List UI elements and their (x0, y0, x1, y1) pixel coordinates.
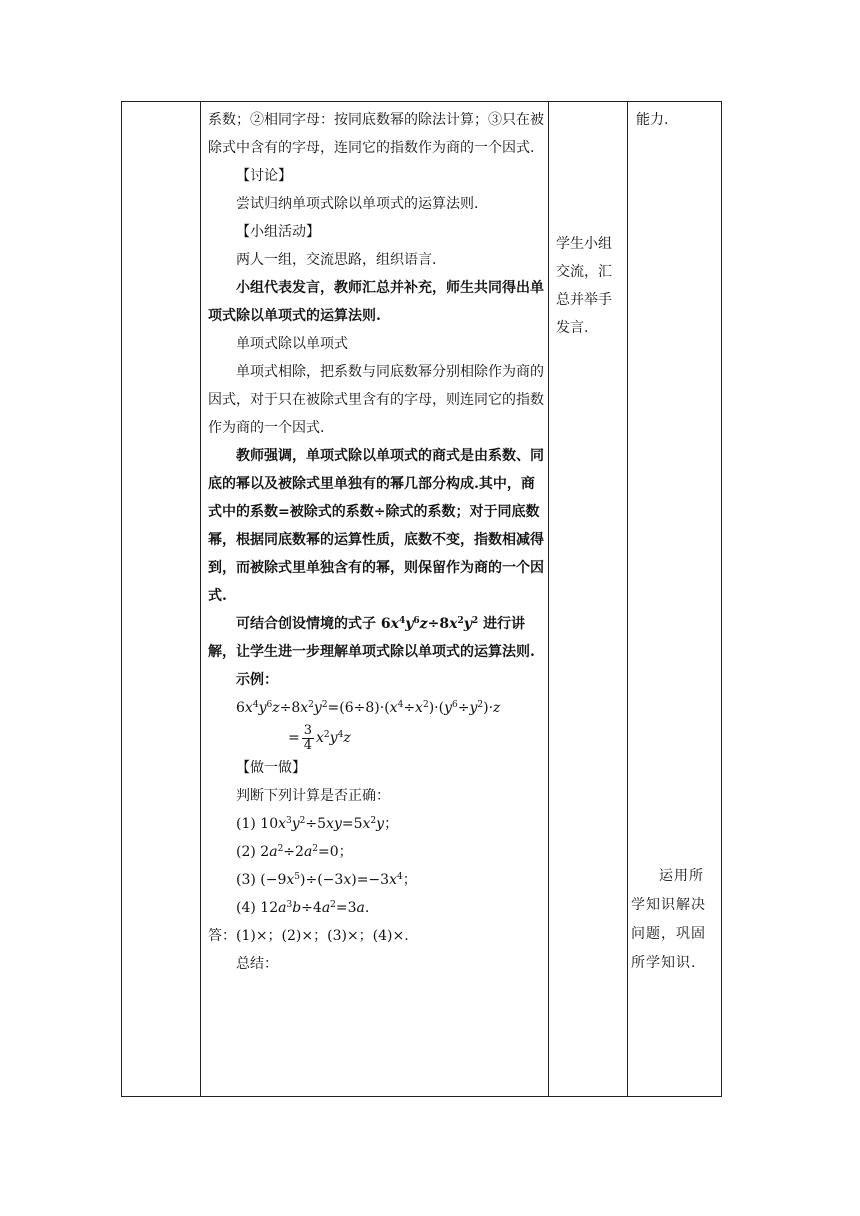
group-heading: 【小组活动】 (236, 224, 320, 240)
design-intent-top (636, 106, 716, 134)
discuss-heading: 【讨论】 (236, 168, 292, 184)
problem-3: (3) $(-9x^5)\div(-3x)=-3x^4$； (236, 872, 417, 888)
combine-paragraph: 可结合创设情境的式子 $6x^4y^6z\div 8x^2y^2$ 进行讲解，让学生进一步理解单项式除以单项式的运算法则. (208, 616, 535, 660)
problem-1: (1) $10x^3y^2\div 5xy=5x^2y$； (236, 816, 399, 832)
fraction: $\frac{3}{4}$ (303, 722, 313, 753)
lesson-table (121, 101, 722, 1097)
discuss-text: 尝试归纳单项式除以单项式的运算法则. (236, 196, 479, 212)
rule-title: 单项式除以单项式 (236, 336, 348, 352)
rule-text: 单项式相除，把系数与同底数幂分别相除作为商的因式，对于只在被除式里含有的字母，则连同它的指数作为商的一个因式. (208, 364, 544, 436)
combine-post: 进行讲解，让学生进一步理解单项式除以单项式的运算法则. (208, 616, 535, 660)
student-activity-cell (556, 230, 622, 342)
example-label: 示例： (236, 672, 278, 688)
teacher-emphasis: 教师强调，单项式除以单项式的商式是由系数、同底的幂以及被除式里单独有的幂几部分构成.其中，商式中的系数=被除式的系数÷除式的系数；对于同底数幂，根据同底数幂的运算性质，底数不变，指数相减得到，而被除式里单独含有的幂，则保留作为商的一个因式. (208, 448, 544, 604)
group-summary: 小组代表发言，教师汇总并补充，师生共同得出单项式除以单项式的运算法则. (208, 280, 544, 324)
judge-text: 判断下列计算是否正确： (236, 788, 390, 804)
example-equation-2: = $\frac{3}{4}$ $x^2y^4z$ (288, 722, 351, 753)
group-text: 两人一组，交流思路，组织语言. (236, 252, 437, 268)
design-intent-top-text: 能力. (636, 112, 669, 128)
paragraph: 系数；②相同字母：按同底数幂的除法计算；③只在被除式中含有的字母，连同它的指数作为商的一个因式. (208, 112, 544, 156)
answer: 答：(1)×；(2)×；(3)×；(4)×. (208, 928, 409, 944)
column-divider (548, 102, 549, 1096)
summary-label: 总结： (236, 956, 278, 972)
design-intent-bottom-text: 运用所学知识解决问题，巩固所学知识. (631, 868, 706, 971)
do-heading: 【做一做】 (236, 760, 306, 776)
example-equation-1: $6x^4y^6z\div 8x^2y^2=(6\div 8)\cdot(x^4\div x^2)\cdot(y^6\div y^2)\cdot z$ (236, 700, 501, 716)
teaching-content-cell (208, 106, 548, 978)
column-divider (200, 102, 201, 1096)
student-activity-text: 学生小组交流，汇总并举手发言. (556, 236, 612, 336)
design-intent-bottom (631, 862, 717, 978)
problem-2: (2) $2a^2\div 2a^2=0$； (236, 844, 353, 860)
combine-pre: 可结合创设情境的式子 (236, 616, 376, 632)
column-divider (627, 102, 628, 1096)
problem-4: (4) $12a^3b\div 4a^2=3a$. (236, 900, 370, 916)
